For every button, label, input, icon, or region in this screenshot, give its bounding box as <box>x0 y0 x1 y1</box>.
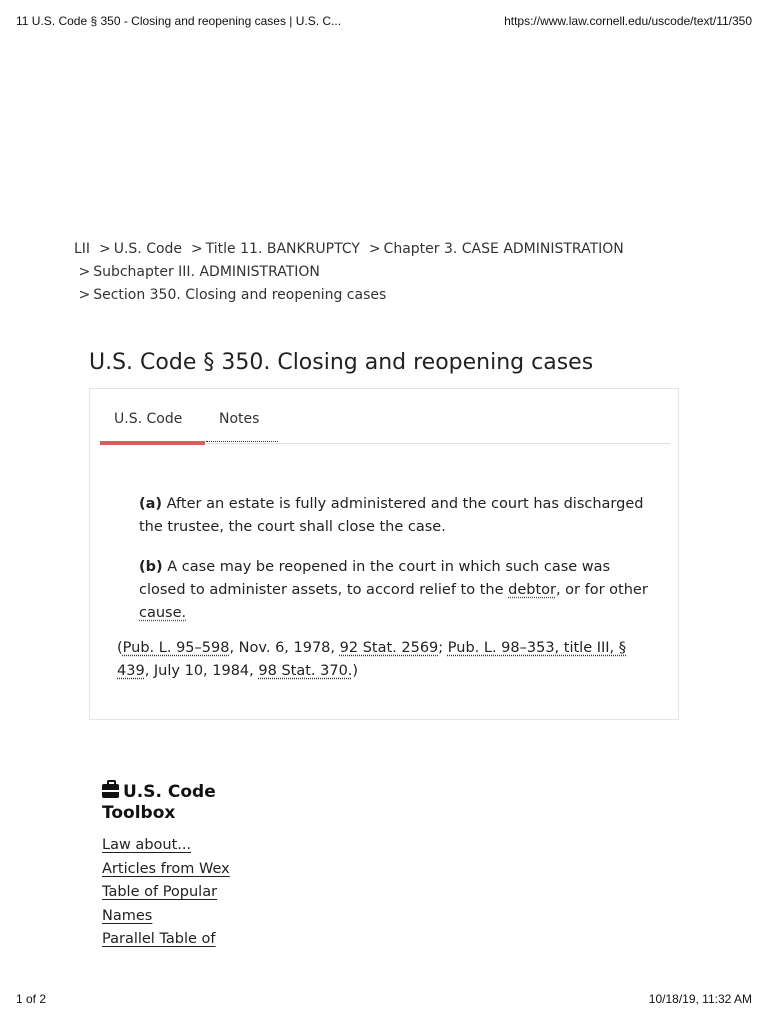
breadcrumb-item-subchapter-3[interactable]: Subchapter III. ADMINISTRATION <box>93 264 320 280</box>
credits-text-3: , July 10, 1984, <box>144 663 254 679</box>
breadcrumb-separator: > <box>368 241 381 257</box>
breadcrumb-line-2 <box>74 261 714 284</box>
print-header <box>16 14 752 32</box>
toolbox-link-articles-from-wex[interactable]: Articles from Wex <box>102 860 230 877</box>
toolbox-link-parallel-table[interactable]: Parallel Table of <box>102 931 216 947</box>
print-footer <box>16 992 752 1008</box>
citation-link-92-stat-2569[interactable]: 92 Stat. 2569 <box>339 640 439 656</box>
breadcrumb-item-us-code[interactable]: U.S. Code <box>113 241 183 257</box>
breadcrumb-item-chapter-3[interactable]: Chapter 3. CASE ADMINISTRATION <box>383 241 624 257</box>
citation-link-98-stat-370[interactable]: 98 Stat. 370. <box>258 663 353 679</box>
breadcrumb-item-lii[interactable]: LII <box>74 241 91 257</box>
active-tab-indicator <box>100 441 205 445</box>
tab-notes[interactable]: Notes <box>219 411 260 427</box>
subsection-b-text-2: , or for other <box>555 582 648 598</box>
breadcrumb <box>74 238 714 307</box>
toolbox-link-law-about[interactable]: Law about... <box>102 837 192 853</box>
breadcrumb-separator: > <box>190 241 203 257</box>
toolbox-title <box>102 782 262 824</box>
toolbox-links <box>102 834 262 952</box>
print-datetime: 10/18/19, 11:32 AM <box>648 992 752 1006</box>
breadcrumb-item-section-350[interactable]: Section 350. Closing and reopening cases <box>93 287 387 303</box>
definition-link-cause[interactable]: cause. <box>139 605 187 621</box>
toolbox-title-text: U.S. Code Toolbox <box>102 782 216 823</box>
tab-bar <box>100 401 670 444</box>
credits-text-1: , Nov. 6, 1978, <box>229 640 336 656</box>
page-title: U.S. Code § 350. Closing and reopening cases <box>89 350 594 375</box>
breadcrumb-item-title-11[interactable]: Title 11. BANKRUPTCY <box>205 241 360 257</box>
breadcrumb-separator: > <box>98 241 111 257</box>
breadcrumb-separator: > <box>78 287 91 303</box>
subsection-a <box>139 493 649 539</box>
citation-link-pub-l-98-353[interactable]: Pub. L. 98–353, title III, § 439 <box>117 640 627 679</box>
credits-open-paren: ( <box>117 640 123 656</box>
tab-us-code[interactable]: U.S. Code <box>114 411 183 427</box>
subsection-a-text: After an estate is fully administered and the court has discharged the trustee, the court shall close the case. <box>139 496 644 535</box>
print-page-url: https://www.law.cornell.edu/uscode/text/11/350 <box>504 14 752 28</box>
subsection-b-label: (b) <box>139 559 163 575</box>
print-page-number: 1 of 2 <box>16 992 47 1006</box>
print-page-title: 11 U.S. Code § 350 - Closing and reopening cases | U.S. C... <box>16 14 342 28</box>
definition-link-debtor[interactable]: debtor <box>508 582 556 598</box>
toolbox-link-table-of-popular-names[interactable]: Table of Popular Names <box>102 884 218 924</box>
subsection-a-label: (a) <box>139 496 163 512</box>
subsection-b-text-1: A case may be reopened in the court in which such case was closed to administer assets, to accord relief to the <box>139 559 611 598</box>
tab-notes-underline <box>206 441 278 442</box>
breadcrumb-line-3 <box>74 284 714 307</box>
breadcrumb-line-1 <box>74 238 714 261</box>
code-panel <box>89 388 679 720</box>
us-code-toolbox <box>102 782 262 952</box>
source-credits <box>117 637 647 683</box>
breadcrumb-separator: > <box>78 264 91 280</box>
credits-text-2: ; <box>438 640 444 656</box>
briefcase-icon <box>102 784 119 798</box>
subsection-b <box>139 556 649 625</box>
credits-close-paren: ) <box>352 663 359 679</box>
citation-link-pub-l-95-598[interactable]: Pub. L. 95–598 <box>122 640 230 656</box>
